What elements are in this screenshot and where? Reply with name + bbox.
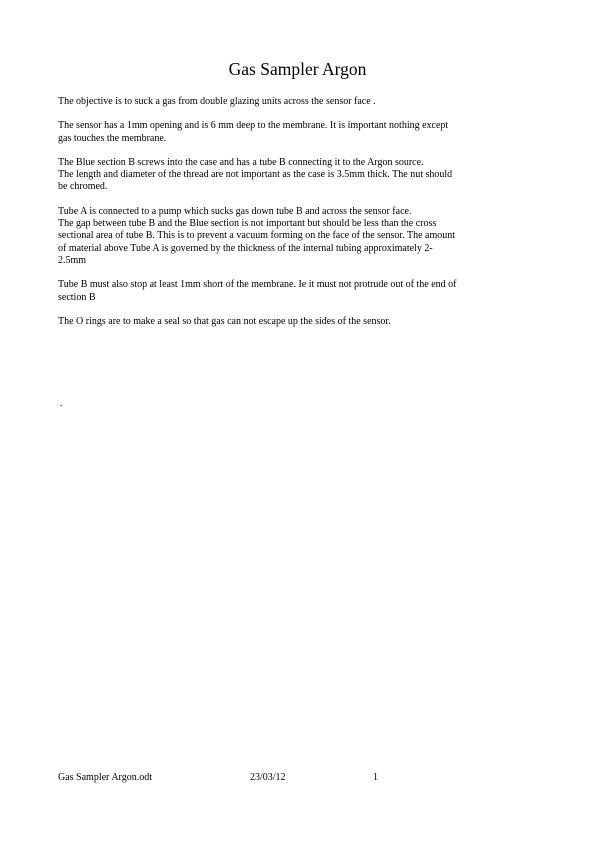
paragraph-line: The Blue section B screws into the case and has a tube B connecting it to the Argon source. <box>58 156 424 168</box>
paragraph-sensor <box>58 120 543 145</box>
paragraph-tube-b <box>58 279 543 304</box>
stray-mark: . <box>60 398 63 409</box>
paragraph-line: The length and diameter of the thread are not important as the case is 3.5mm thick. The nut should <box>58 169 453 181</box>
footer-date: 23/03/12 <box>250 772 286 783</box>
footer-filename: Gas Sampler Argon.odt <box>58 772 152 783</box>
paragraph-blue-section <box>58 157 543 194</box>
paragraph-line: sectional area of tube B. This is to prevent a vacuum forming on the face of the sensor. The amount <box>58 230 456 242</box>
paragraph-line: The sensor has a 1mm opening and is 6 mm deep to the membrane. It is important nothing except <box>58 120 449 132</box>
paragraph-o-rings <box>58 316 543 328</box>
footer-page-number: 1 <box>373 772 378 783</box>
paragraph-line: The objective is to suck a gas from double glazing units across the sensor face . <box>58 96 376 107</box>
document-title: Gas Sampler Argon <box>228 59 367 79</box>
paragraph-line: be chromed. <box>58 181 108 193</box>
paragraph-line: The O rings are to make a seal so that gas can not escape up the sides of the sensor. <box>58 315 391 327</box>
paragraph-line: Tube A is connected to a pump which sucks gas down tube B and across the sensor face. <box>58 205 412 217</box>
paragraph-tube-a <box>58 206 543 267</box>
paragraph-line: Tube B must also stop at least 1mm short of the membrane. Ie it must not protrude out of the end of <box>58 279 457 291</box>
paragraph-line: gas touches the membrane. <box>58 132 167 144</box>
paragraph-line: 2.5mm <box>58 254 87 266</box>
paragraph-line: section B <box>58 291 96 303</box>
paragraph-objective <box>58 96 543 108</box>
paragraph-line: The gap between tube B and the Blue section is not important but should be less than the cross <box>58 218 437 230</box>
document-body <box>58 96 543 340</box>
paragraph-line: of material above Tube A is governed by the thickness of the internal tubing approximately 2- <box>58 242 433 254</box>
